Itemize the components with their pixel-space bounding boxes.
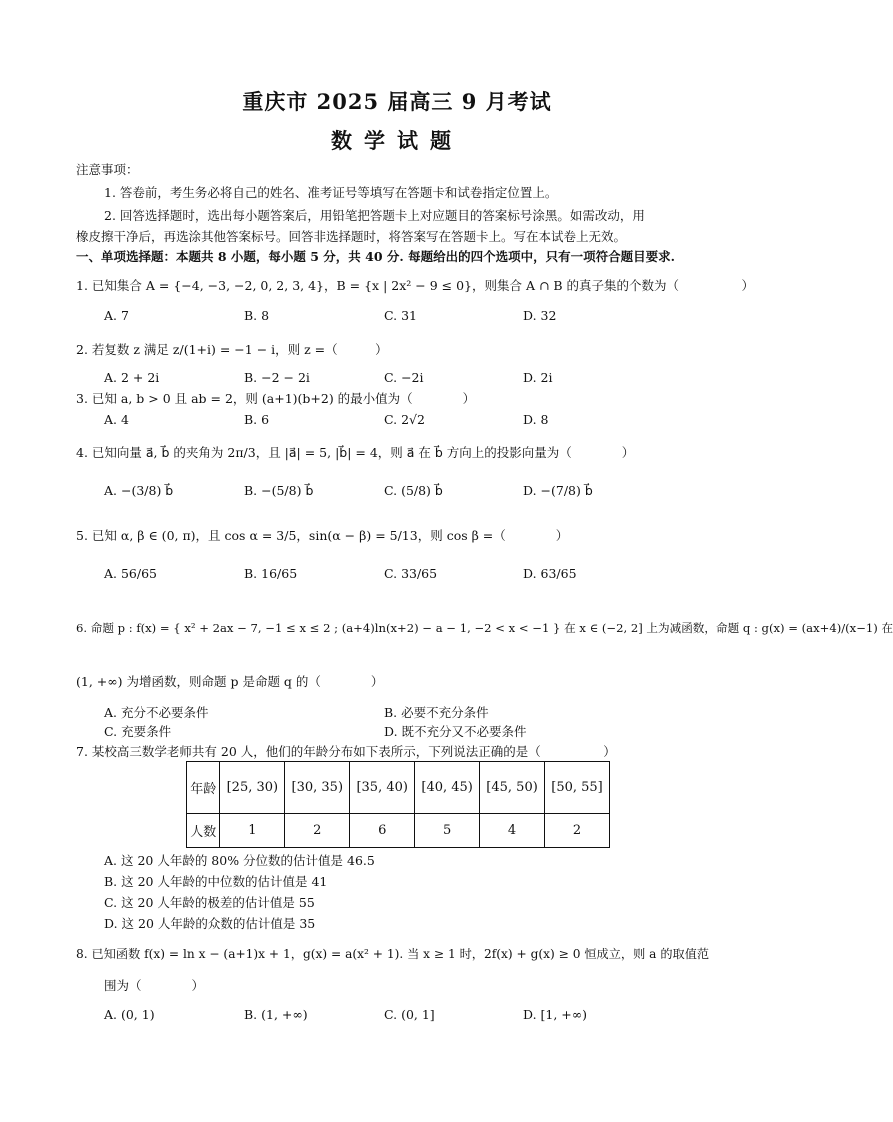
notice-item-2-line-1: 2. 回答选择题时，选出每小题答案后，用铅笔把答题卡上对应题目的答案标号涂黑。如需改动，用 [104, 208, 645, 223]
question-4-option-b: B. −(5/8) b⃗ [244, 483, 314, 498]
question-1-stem: 1. 已知集合 A = {−4, −3, −2, 0, 2, 3, 4}，B = {x | 2x² − 9 ≤ 0}，则集合 A ∩ B 的真子集的个数为（ ） [76, 278, 755, 293]
table-row [187, 762, 610, 814]
question-4-option-c: C. (5/8) b⃗ [384, 483, 443, 498]
question-8-stem-line-1: 8. 已知函数 f(x) = ln x − (a+1)x + 1，g(x) = a(x² + 1). 当 x ≥ 1 时，2f(x) + g(x) ≥ 0 恒成立，则 a 的取值范 [76, 947, 710, 961]
question-5-option-b: B. 16/65 [244, 566, 298, 581]
question-2-option-a: A. 2 + 2i [104, 370, 160, 385]
notice-heading: 注意事项： [76, 162, 139, 177]
table-cell-count: 5 [415, 814, 480, 848]
age-distribution-table [186, 761, 610, 848]
question-3-option-b: B. 6 [244, 412, 270, 427]
question-1-option-c: C. 31 [384, 308, 417, 323]
question-6-stem-line-2: (1, +∞) 为增函数，则命题 p 是命题 q 的（ ） [76, 674, 384, 689]
question-7-option-a: A. 这 20 人年龄的 80% 分位数的估计值是 46.5 [104, 853, 375, 868]
question-2-option-c: C. −2i [384, 370, 424, 385]
table-cell-interval: [45, 50) [480, 762, 545, 814]
question-3-option-d: D. 8 [523, 412, 549, 427]
question-1-option-a: A. 7 [104, 308, 129, 323]
table-header-count: 人数 [187, 814, 220, 848]
question-2-option-b: B. −2 − 2i [244, 370, 310, 385]
question-5-option-c: C. 33/65 [384, 566, 438, 581]
question-7-option-c: C. 这 20 人年龄的极差的估计值是 55 [104, 895, 315, 910]
question-5-option-d: D. 63/65 [523, 566, 577, 581]
question-5-stem: 5. 已知 α, β ∈ (0, π)，且 cos α = 3/5，sin(α − β) = 5/13，则 cos β =（ ） [76, 528, 569, 543]
question-4-stem: 4. 已知向量 a⃗, b⃗ 的夹角为 2π/3，且 |a⃗| = 5, |b⃗| = 4，则 a⃗ 在 b⃗ 方向上的投影向量为（ ） [76, 445, 635, 460]
table-cell-count: 2 [285, 814, 350, 848]
exam-title: 重庆市 2025 届高三 9 月考试 [242, 89, 552, 114]
question-8-option-a: A. (0, 1) [104, 1007, 155, 1022]
table-cell-count: 2 [545, 814, 610, 848]
question-8-stem-line-2: 围为（ ） [104, 978, 205, 993]
table-cell-interval: [50, 55] [545, 762, 610, 814]
question-3-stem: 3. 已知 a, b > 0 且 ab = 2，则 (a+1)(b+2) 的最小值为（ ） [76, 391, 476, 406]
table-header-age: 年龄 [187, 762, 220, 814]
question-7-option-d: D. 这 20 人年龄的众数的估计值是 35 [104, 916, 316, 931]
question-4-option-d: D. −(7/8) b⃗ [523, 483, 593, 498]
question-8-option-b: B. (1, +∞) [244, 1007, 308, 1022]
question-8-option-d: D. [1, +∞) [523, 1007, 588, 1022]
notice-item-2-line-2: 橡皮擦干净后，再选涂其他答案标号。回答非选择题时，将答案写在答题卡上。写在本试卷上无效。 [76, 229, 627, 244]
question-3-option-c: C. 2√2 [384, 412, 425, 427]
notice-item-1: 1. 答卷前，考生务必将自己的姓名、准考证号等填写在答题卡和试卷指定位置上。 [104, 185, 558, 200]
question-5-option-a: A. 56/65 [104, 566, 157, 581]
question-6-option-a: A. 充分不必要条件 [104, 705, 209, 720]
table-cell-interval: [35, 40) [350, 762, 415, 814]
question-1-option-b: B. 8 [244, 308, 270, 323]
section-1-heading: 一、单项选择题：本题共 8 小题，每小题 5 分，共 40 分. 每题给出的四个选项中，只有一项符合题目要求. [76, 249, 675, 264]
question-7-stem: 7. 某校高三数学老师共有 20 人，他们的年龄分布如下表所示，下列说法正确的是（ ） [76, 744, 616, 759]
table-cell-count: 4 [480, 814, 545, 848]
question-2-option-d: D. 2i [523, 370, 553, 385]
table-row [187, 814, 610, 848]
question-7-option-b: B. 这 20 人年龄的中位数的估计值是 41 [104, 874, 328, 889]
question-1-option-d: D. 32 [523, 308, 557, 323]
table-cell-interval: [25, 30) [220, 762, 285, 814]
table-cell-count: 1 [220, 814, 285, 848]
question-6-option-c: C. 充要条件 [104, 724, 172, 739]
table-cell-interval: [30, 35) [285, 762, 350, 814]
table-cell-interval: [40, 45) [415, 762, 480, 814]
question-6-stem-line-1: 6. 命题 p : f(x) = { x² + 2ax − 7, −1 ≤ x ≤ 2 ; (a+4)ln(x+2) − a − 1, −2 < x < −1 } 在 x ∈ (−2, 2] 上为减函数，命题 q : g(x) = (ax+4)/(x−1) 在 [76, 621, 893, 635]
question-4-option-a: A. −(3/8) b⃗ [104, 483, 174, 498]
exam-subtitle: 数学试题 [331, 128, 463, 153]
question-6-option-b: B. 必要不充分条件 [384, 705, 489, 720]
question-8-option-c: C. (0, 1] [384, 1007, 435, 1022]
question-3-option-a: A. 4 [104, 412, 129, 427]
question-6-option-d: D. 既不充分又不必要条件 [384, 724, 527, 739]
table-cell-count: 6 [350, 814, 415, 848]
question-2-stem: 2. 若复数 z 满足 z/(1+i) = −1 − i，则 z =（ ） [76, 342, 388, 357]
